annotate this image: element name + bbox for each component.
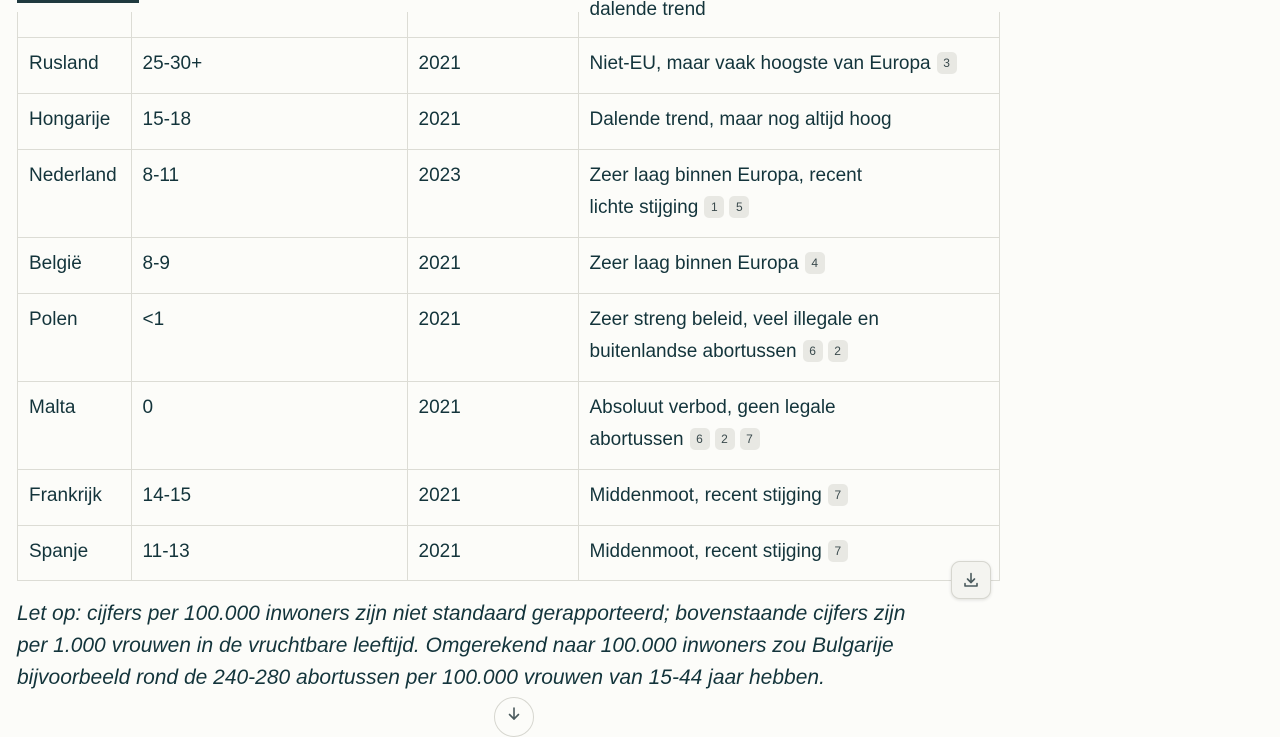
table-row <box>18 93 999 149</box>
footnote-line1: Let op: cijfers per 100.000 inwoners zijn niet standaard gerapporteerd; bovenstaande cijfers zijn <box>17 602 906 625</box>
table-row <box>18 37 999 93</box>
note-cell-line2: lichte stijging <box>589 196 699 218</box>
citation-badge[interactable]: 7 <box>828 484 848 506</box>
rate-cell: 0 <box>142 396 154 418</box>
table-row <box>18 525 999 581</box>
note-cell: Middenmoot, recent stijging <box>589 484 822 506</box>
arrow-down-icon <box>506 706 522 722</box>
rate-cell: 8-11 <box>142 164 180 186</box>
table-row <box>18 293 999 381</box>
year-cell: 2021 <box>418 108 461 130</box>
citation-badge[interactable]: 1 <box>704 196 724 218</box>
download-icon <box>962 571 980 589</box>
note-cell: Niet-EU, maar vaak hoogste van Europa <box>589 52 931 74</box>
rate-cell: <1 <box>142 308 165 330</box>
citation-badge[interactable]: 4 <box>805 252 825 274</box>
partial-row-note: dalende trend <box>589 0 706 20</box>
year-cell: 2023 <box>418 164 461 186</box>
note-cell-line1: Zeer laag binnen Europa, recent <box>589 164 863 186</box>
rate-cell: 11-13 <box>142 540 190 562</box>
abortion-rates-table <box>18 0 999 581</box>
country-cell: Rusland <box>29 52 99 74</box>
country-cell: Frankrijk <box>29 484 102 506</box>
rate-cell: 25-30+ <box>142 52 203 74</box>
citation-badge[interactable]: 2 <box>828 340 848 362</box>
country-cell: Polen <box>29 308 78 330</box>
citation-badge[interactable]: 2 <box>715 428 735 450</box>
year-cell: 2021 <box>418 396 461 418</box>
note-cell-line2: buitenlandse abortussen <box>589 340 797 362</box>
footnote-line3: bijvoorbeeld rond de 240-280 abortussen per 100.000 vrouwen van 15-44 jaar hebben. <box>17 666 825 689</box>
citation-badge[interactable]: 3 <box>937 52 957 74</box>
table-row <box>18 237 999 293</box>
note-cell-line2: abortussen <box>589 428 684 450</box>
year-cell: 2021 <box>418 484 461 506</box>
note-cell-line1: Absoluut verbod, geen legale <box>589 396 836 418</box>
rate-cell: 15-18 <box>142 108 192 130</box>
year-cell: 2021 <box>418 52 461 74</box>
citation-badge[interactable]: 6 <box>803 340 823 362</box>
active-tab-indicator <box>17 0 139 3</box>
country-cell: Malta <box>29 396 76 418</box>
country-cell: Hongarije <box>29 108 111 130</box>
download-table-button[interactable] <box>951 561 991 599</box>
note-cell: Middenmoot, recent stijging <box>589 540 822 562</box>
note-cell: Dalende trend, maar nog altijd hoog <box>589 108 892 130</box>
citation-badge[interactable]: 5 <box>729 196 749 218</box>
citation-badge[interactable]: 6 <box>690 428 710 450</box>
year-cell: 2021 <box>418 252 461 274</box>
year-cell: 2021 <box>418 308 461 330</box>
footnote-text <box>17 598 997 694</box>
table-row <box>18 469 999 525</box>
country-cell: België <box>29 252 82 274</box>
note-cell: Zeer laag binnen Europa <box>589 252 799 274</box>
note-cell-line1: Zeer streng beleid, veel illegale en <box>589 308 879 330</box>
rate-cell: 8-9 <box>142 252 170 274</box>
citation-badge[interactable]: 7 <box>740 428 760 450</box>
citation-badge[interactable]: 7 <box>828 540 848 562</box>
data-table-container <box>17 0 1000 581</box>
country-cell: Nederland <box>29 164 117 186</box>
table-row <box>18 149 999 237</box>
rate-cell: 14-15 <box>142 484 192 506</box>
year-cell: 2021 <box>418 540 461 562</box>
table-row-partial <box>18 12 999 37</box>
table-row <box>18 381 999 469</box>
country-cell: Spanje <box>29 540 89 562</box>
scroll-to-bottom-button[interactable] <box>494 697 534 737</box>
footnote-line2: per 1.000 vrouwen in de vruchtbare leeftijd. Omgerekend naar 100.000 inwoners zou Bulgarije <box>17 634 894 657</box>
